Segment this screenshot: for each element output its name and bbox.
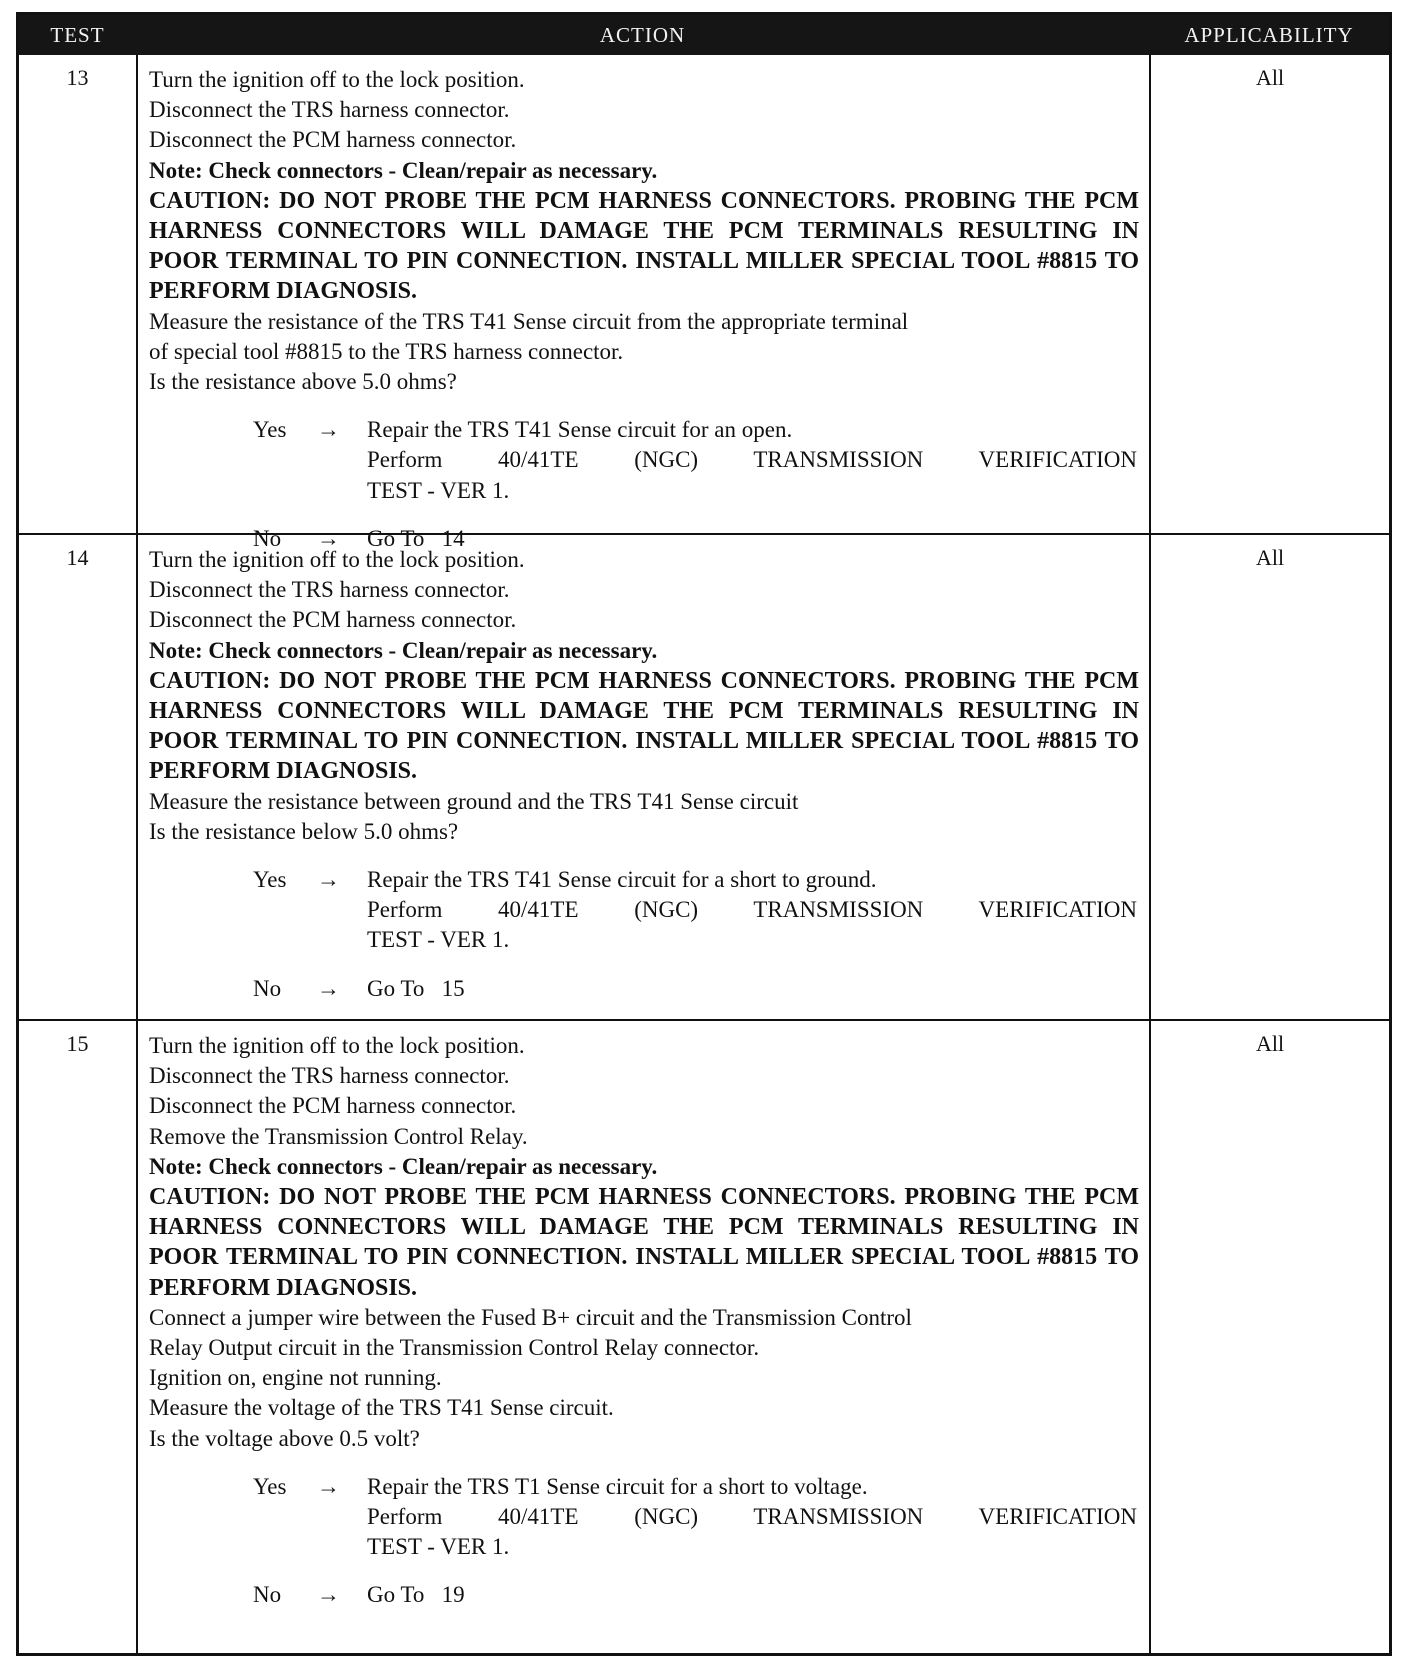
diagnostic-test-table bbox=[16, 12, 1392, 1656]
table-header bbox=[19, 15, 1389, 55]
action-line: Measure the resistance between ground and the TRS T41 Sense circuit bbox=[149, 788, 799, 814]
yes-result bbox=[149, 415, 1139, 445]
yes-text: Perform 40/41TE (NGC) TRANSMISSION VERIFICATION bbox=[367, 897, 1137, 923]
action-line: Ignition on, engine not running. bbox=[149, 1365, 442, 1391]
action-line: Remove the Transmission Control Relay. bbox=[149, 1123, 528, 1149]
action-line: Disconnect the TRS harness connector. bbox=[149, 97, 510, 123]
note-text: Note: Check connectors - Clean/repair as necessary. bbox=[149, 1153, 658, 1179]
yes-label: Yes bbox=[253, 1473, 287, 1499]
table-row bbox=[19, 55, 1389, 551]
action-line: Turn the ignition off to the lock position. bbox=[149, 547, 525, 572]
yes-text: TEST - VER 1. bbox=[367, 927, 510, 953]
header-test: TEST bbox=[50, 23, 105, 47]
yes-text: Perform 40/41TE (NGC) TRANSMISSION VERIFICATION bbox=[367, 1504, 1137, 1530]
table-row bbox=[19, 535, 1389, 1021]
header-action: ACTION bbox=[599, 23, 686, 47]
test-number: 13 bbox=[66, 65, 89, 90]
header-applicability: APPLICABILITY bbox=[1184, 23, 1354, 47]
action-line: Disconnect the TRS harness connector. bbox=[149, 1063, 510, 1089]
arrow-icon: → bbox=[317, 867, 340, 893]
test-number: 15 bbox=[66, 1031, 89, 1056]
action-cell bbox=[149, 545, 1139, 1004]
action-line: Measure the voltage of the TRS T41 Sense circuit. bbox=[149, 1395, 614, 1421]
arrow-icon: → bbox=[317, 525, 340, 551]
column-divider bbox=[136, 535, 138, 1019]
yes-text: Perform 40/41TE (NGC) TRANSMISSION VERIFICATION bbox=[367, 447, 1137, 473]
column-divider bbox=[1149, 55, 1151, 533]
action-line: Connect a jumper wire between the Fused B+ circuit and the Transmission Control bbox=[149, 1304, 912, 1330]
action-line: Measure the resistance of the TRS T41 Sense circuit from the appropriate terminal bbox=[149, 308, 909, 334]
applicability-value: All bbox=[1255, 1031, 1285, 1056]
action-line: Disconnect the TRS harness connector. bbox=[149, 577, 510, 603]
arrow-icon: → bbox=[317, 975, 340, 1001]
action-line: Turn the ignition off to the lock position. bbox=[149, 67, 525, 92]
arrow-icon: → bbox=[317, 1473, 340, 1499]
action-line: Disconnect the PCM harness connector. bbox=[149, 127, 517, 153]
yes-result bbox=[149, 865, 1139, 895]
yes-label: Yes bbox=[253, 417, 287, 443]
action-line: Is the voltage above 0.5 volt? bbox=[149, 1425, 420, 1451]
action-line: Disconnect the PCM harness connector. bbox=[149, 607, 517, 633]
no-result bbox=[149, 1580, 1139, 1610]
table-row bbox=[19, 1021, 1389, 1653]
no-goto: Go To 14 bbox=[367, 525, 465, 551]
note-text: Note: Check connectors - Clean/repair as necessary. bbox=[149, 637, 658, 663]
no-label: No bbox=[253, 525, 282, 551]
action-line: of special tool #8815 to the TRS harness connector. bbox=[149, 338, 624, 364]
note-text: Note: Check connectors - Clean/repair as necessary. bbox=[149, 157, 658, 183]
action-line: Relay Output circuit in the Transmission Control Relay connector. bbox=[149, 1335, 760, 1361]
yes-text: TEST - VER 1. bbox=[367, 477, 510, 503]
column-divider bbox=[136, 55, 138, 533]
caution-text: CAUTION: DO NOT PROBE THE PCM HARNESS CONNECTORS. PROBING THE PCM HARNESS CONNECTORS WILL DAMAGE THE PCM TERMINALS RESULTING IN POOR TERMINAL TO PIN CONNECTION. INSTALL MILLER SPECIAL TOOL #8815 TO PERFORM DIAGNOSIS. bbox=[149, 187, 1139, 305]
arrow-icon: → bbox=[317, 1582, 340, 1608]
column-divider bbox=[1149, 535, 1151, 1019]
action-cell bbox=[149, 1031, 1139, 1611]
test-number: 14 bbox=[66, 545, 89, 570]
action-line: Disconnect the PCM harness connector. bbox=[149, 1093, 517, 1119]
no-goto: Go To 19 bbox=[367, 1582, 465, 1608]
caution-text: CAUTION: DO NOT PROBE THE PCM HARNESS CONNECTORS. PROBING THE PCM HARNESS CONNECTORS WILL DAMAGE THE PCM TERMINALS RESULTING IN POOR TERMINAL TO PIN CONNECTION. INSTALL MILLER SPECIAL TOOL #8815 TO PERFORM DIAGNOSIS. bbox=[149, 667, 1139, 785]
no-goto: Go To 15 bbox=[367, 975, 465, 1001]
applicability-value: All bbox=[1255, 65, 1285, 90]
action-line: Turn the ignition off to the lock position. bbox=[149, 1033, 525, 1058]
yes-text: Repair the TRS T41 Sense circuit for a short to ground. bbox=[367, 867, 877, 893]
yes-result bbox=[149, 1472, 1139, 1502]
yes-text: Repair the TRS T1 Sense circuit for a short to voltage. bbox=[367, 1473, 868, 1499]
caution-text: CAUTION: DO NOT PROBE THE PCM HARNESS CONNECTORS. PROBING THE PCM HARNESS CONNECTORS WILL DAMAGE THE PCM TERMINALS RESULTING IN POOR TERMINAL TO PIN CONNECTION. INSTALL MILLER SPECIAL TOOL #8815 TO PERFORM DIAGNOSIS. bbox=[149, 1184, 1139, 1301]
column-divider bbox=[1149, 1021, 1151, 1653]
action-line: Is the resistance below 5.0 ohms? bbox=[149, 818, 459, 844]
column-divider bbox=[136, 1021, 138, 1653]
yes-label: Yes bbox=[253, 867, 287, 893]
arrow-icon: → bbox=[317, 417, 340, 443]
action-line: Is the resistance above 5.0 ohms? bbox=[149, 369, 457, 395]
no-label: No bbox=[253, 1582, 282, 1608]
no-label: No bbox=[253, 975, 282, 1001]
action-cell bbox=[149, 65, 1139, 554]
applicability-value: All bbox=[1255, 545, 1285, 570]
no-result bbox=[149, 974, 1139, 1004]
yes-text: Repair the TRS T41 Sense circuit for an open. bbox=[367, 417, 793, 443]
yes-text: TEST - VER 1. bbox=[367, 1534, 510, 1560]
